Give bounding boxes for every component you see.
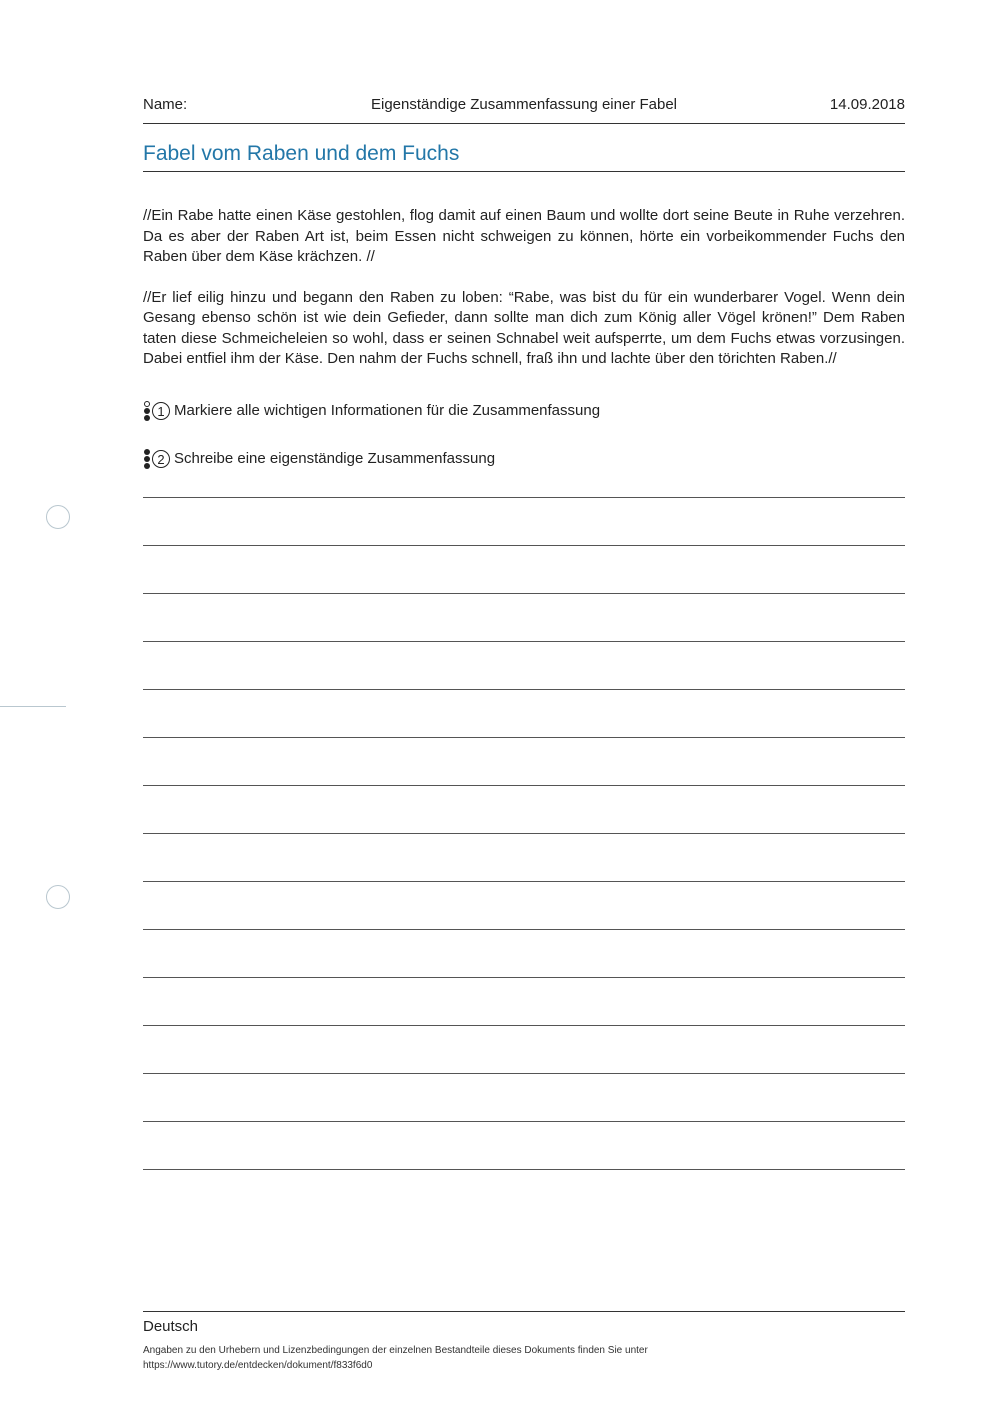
fold-mark <box>0 706 66 707</box>
task-2 <box>143 447 495 471</box>
worksheet-subject: Eigenständige Zusammenfassung einer Fabel <box>370 96 677 113</box>
punch-hole-top <box>46 505 70 529</box>
license-note <box>143 1344 843 1373</box>
task-1 <box>143 399 600 423</box>
difficulty-dots-icon <box>143 448 151 470</box>
writing-line[interactable] <box>143 929 905 930</box>
writing-line[interactable] <box>143 833 905 834</box>
writing-line[interactable] <box>143 977 905 978</box>
page-header <box>143 94 905 124</box>
writing-line[interactable] <box>143 737 905 738</box>
footer-divider <box>143 1311 905 1312</box>
writing-line[interactable] <box>143 641 905 642</box>
writing-line[interactable] <box>143 545 905 546</box>
writing-line[interactable] <box>143 1073 905 1074</box>
writing-line[interactable] <box>143 785 905 786</box>
writing-line[interactable] <box>143 1169 905 1170</box>
difficulty-dots-icon <box>143 400 151 422</box>
worksheet-date: 14.09.2018 <box>829 96 905 113</box>
task-number-badge: 1 <box>152 402 170 420</box>
task-text: Schreibe eine eigenständige Zusammenfassung <box>174 450 496 467</box>
writing-line[interactable] <box>143 497 905 498</box>
writing-line[interactable] <box>143 593 905 594</box>
punch-hole-bottom <box>46 885 70 909</box>
footer-subject: Deutsch <box>143 1318 199 1335</box>
writing-line[interactable] <box>143 1025 905 1026</box>
task-number-badge: 2 <box>152 450 170 468</box>
name-label: Name: <box>143 96 188 113</box>
writing-line[interactable] <box>143 1121 905 1122</box>
writing-line[interactable] <box>143 881 905 882</box>
fable-paragraph: //Ein Rabe hatte einen Käse gestohlen, flog damit auf einen Baum und wollte dort seine Beute in Ruhe verzehren. Da es aber der Raben Art ist, beim Essen nicht schweigen zu können, hörte ein vorbeikommender Fuchs den Raben über dem Käse krächzen. // <box>143 207 905 265</box>
writing-line[interactable] <box>143 689 905 690</box>
fable-paragraph: //Er lief eilig hinzu und begann den Raben zu loben: “Rabe, was bist du für ein wunderbarer Vogel. Wenn dein Gesang ebenso schön ist wie dein Gefieder, dann sollte man dich zum König aller Vögel krönen!” Dem Raben taten diese Schmeicheleien so wohl, dass er seinen Schnabel weit aufsperrte, um dem Fuchs etwas vorzusingen. Dabei entfiel ihm der Käse. Den nahm der Fuchs schnell, fraß ihn und lachte über den törichten Raben.// <box>143 288 905 367</box>
license-note-url: https://www.tutory.de/entdecken/dokument/f833f6d0 <box>143 1359 373 1371</box>
task-text: Markiere alle wichtigen Informationen für die Zusammenfassung <box>174 402 601 419</box>
license-note-text: Angaben zu den Urhebern und Lizenzbedingungen der einzelnen Bestandteile dieses Dokuments finden Sie unter <box>143 1345 648 1356</box>
page-title: Fabel vom Raben und dem Fuchs <box>143 142 460 165</box>
fable-text <box>143 206 905 379</box>
title-block <box>143 140 905 172</box>
